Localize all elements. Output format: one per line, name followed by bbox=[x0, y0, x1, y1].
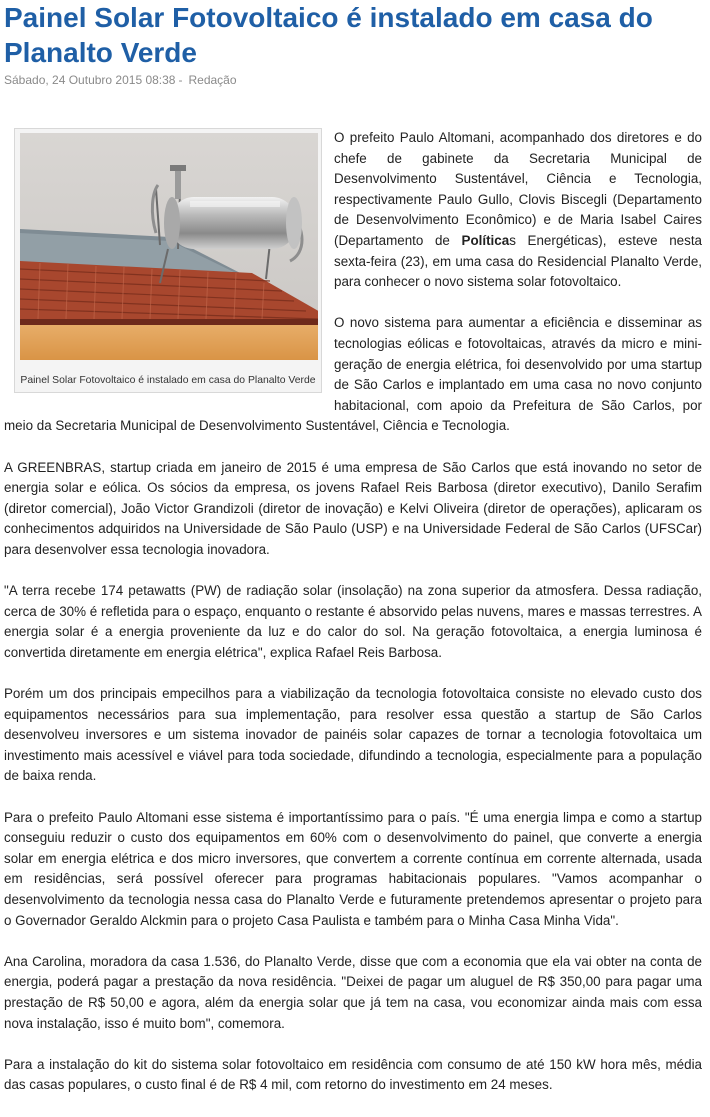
article-title[interactable]: Painel Solar Fotovoltaico é instalado em casa do Planalto Verde bbox=[4, 2, 653, 68]
article-body bbox=[4, 128, 702, 1117]
paragraph: Para a instalação do kit do sistema solar fotovoltaico em residência com consumo de até 150 kW hora mês, média das casas populares, o custo final é de R$ 4 mil, com retorno do investimento em 24 meses. bbox=[4, 1056, 702, 1093]
article-author: Redação bbox=[188, 73, 237, 87]
bold-term: Política bbox=[461, 232, 510, 248]
paragraph: "A terra recebe 174 petawatts (PW) de radiação solar (insolação) na zona superior da atmosfera. Dessa radiação, cerca de 30% é refletida para o espaço, enquanto o restante é absorvido pelas nuvens, mares e massas terrestres. A energia solar é a energia proveniente da luz e do calor do sol. Na geração fotovoltaica, a energia luminosa é convertida diretamente em energia elétrica", explica Rafael Reis Barbosa. bbox=[4, 583, 702, 660]
paragraph: Ana Carolina, moradora da casa 1.536, do Planalto Verde, disse que com a economia que ela vai obter na conta de energia, poderá pagar a prestação da nova residência. "Deixei de pagar um aluguel de R$ 350,00 para pagar uma prestação de R$ 50,00 e agora, além da energia solar que já tem na casa, vou economizar ainda mais com essa nova instalação, isso é muito bom", comemora. bbox=[4, 953, 702, 1031]
paragraph: A GREENBRAS, startup criada em janeiro de 2015 é uma empresa de São Carlos que está inovando no setor de energia solar e eólica. Os sócios da empresa, os jovens Rafael Reis Barbosa (diretor executivo), Danilo Serafim (diretor comercial), João Victor Grandizoli (diretor de inovação) e Kelvi Oliveira (diretor de operações), aplicaram os conhecimentos adquiridos na Universidade de São Paulo (USP) e na Universidade Federal de São Carlos (UFSCar) para desenvolver essa tecnologia inovadora. bbox=[4, 459, 702, 557]
paragraph: Porém um dos principais empecilhos para a viabilização da tecnologia fotovoltaica consiste no elevado custo dos equipamentos necessários para sua implementação, para resolver essa questão a startup de São Carlos desenvolveu inversores e um sistema inovador de painéis solar capazes de tornar a tecnologia fotovoltaica um investimento mais acessível e viável para toda sociedade, difundindo a tecnologia, especialmente para a população de baixa renda. bbox=[4, 686, 702, 784]
meta-separator: - bbox=[178, 73, 183, 87]
paragraph: Para o prefeito Paulo Altomani esse sistema é importantíssimo para o país. "É uma energia limpa e como a startup conseguiu reduzir o custo dos equipamentos em 60% com o desenvolvimento do painel, que converte a energia solar em energia elétrica e dos micro inversores, que convertem a corrente contínua em corrente alternada, usada em residências, será possível oferecer para programas habitacionais populares. "Vamos acompanhar o desenvolvimento da tecnologia nessa casa do Planalto Verde e futuramente pretendemos apresentar o projeto para o Governador Geraldo Alckmin para o projeto Casa Paulista e também para o Minha Casa Minha Vida". bbox=[4, 809, 702, 928]
image-caption: Painel Solar Fotovoltaico é instalado em casa do Planalto Verde bbox=[20, 375, 316, 386]
paragraph-intro: O prefeito Paulo Altomani, acompanhado dos diretores e do chefe de gabinete da Secretaria Municipal de Desenvolvimento Sustentável, Ciência e Tecnologia, respectivamente Paulo Gullo, Clovis Biscegli (Departamento de Desenvolvimento Econômico) e de Maria Isabel Caires (Departamento de Políticas Energéticas), esteve nesta sexta-feira (23), em uma casa do Residencial Planalto Verde, para conhecer o novo sistema solar fotovoltaico. bbox=[334, 130, 702, 290]
article-meta bbox=[4, 72, 237, 88]
image-float-space bbox=[4, 128, 334, 413]
article-date: Sábado, 24 Outubro 2015 08:38 bbox=[4, 73, 176, 87]
paragraph: O novo sistema para aumentar a eficiência e disseminar as tecnologias eólicas e fotovoltaicas, através da micro e mini-geração de energia elétrica, foi desenvolvido por uma startup de São Carlos e implantado em uma casa no novo conjunto habitacional, com apoio da Prefeitura de São Carlos, por meio da Secretaria Municipal de Desenvolvimento Sustentável, Ciência e Tecnologia. bbox=[4, 315, 702, 434]
